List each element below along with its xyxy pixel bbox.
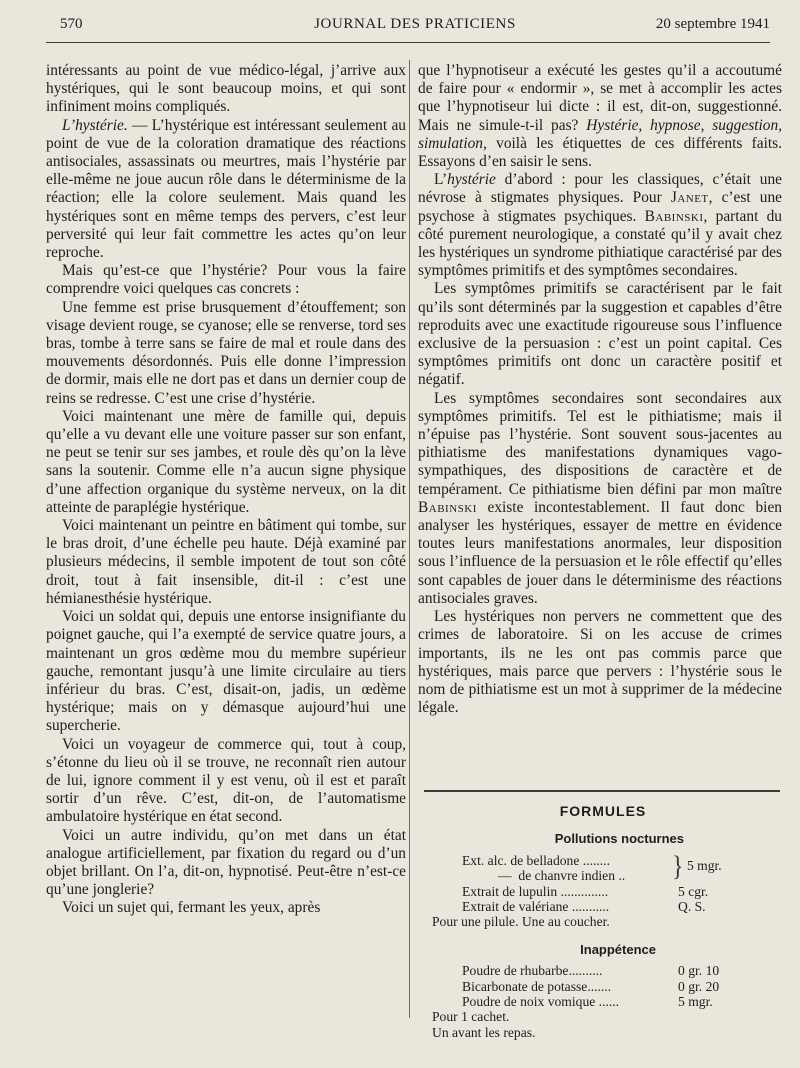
formules-title: FORMULES	[559, 803, 647, 819]
dose: 5 mgr.	[678, 994, 713, 1010]
instructions: Un avant les repas.	[432, 1024, 536, 1040]
ingredient: Bicarbonate de potasse.......	[462, 978, 612, 994]
ingredient: Poudre de noix vomique ......	[462, 994, 620, 1010]
dose: Q. S.	[678, 899, 706, 915]
ingredient: Ext. alc. de belladone ........	[462, 852, 610, 868]
instructions: Pour une pilule. Une au coucher.	[432, 914, 610, 930]
dose: 5 cgr.	[678, 883, 709, 899]
paragraph: Voici un voyageur de commerce qui, tout à coup, s’étonne du lieu où il se trouve, ne reconnaît rien autour de lui, ignore comment il y est venu, où il est et paraît sortir d’un rêve. C’est, dit-on, de l’automatisme ambulatoire hystérique en état second.	[46, 735, 406, 826]
brace-group	[424, 853, 782, 884]
ingredient: — de chanvre indien ..	[498, 868, 626, 884]
paragraph-hysterie	[46, 117, 406, 263]
author-name: Babinski	[644, 207, 704, 225]
dose: 0 gr. 10	[678, 963, 720, 979]
paragraph: Les symptômes primitifs se caractérisent par le fait qu’ils sont déterminés par la suggestion et capables d’être reproduits avec une exactitude rigoureuse sous l’influence exclusive de la persuasion : c’est un point capital. Ces symptômes primitifs ont donc un caractère positif et négatif.	[418, 280, 782, 389]
left-column	[46, 62, 406, 918]
paragraph: intéressants au point de vue médico-légal, j’arrive aux hystériques, qui le sont beaucoup moins, et qui sont infiniment moins compliqués.	[46, 62, 406, 116]
paragraph: Voici un soldat qui, depuis une entorse insignifiante du poignet gauche, qui l’a exempté de service quatre jours, a maintenant un gros œdème mou du membre supérieur gauche, remontant jusqu’à une limite circulaire au tiers inférieur du bras. C’est, disait-on, jadis, un œdème hystérique; mais on y démasque aujourd’hui une supercherie.	[46, 608, 406, 735]
ingredient: Extrait de valériane ...........	[462, 899, 610, 915]
paragraph: Voici un autre individu, qu’on met dans un état analogue artificiellement, par fixation du regard ou d’un objet brillant. On l’a, dit-on, hypnotisé. Peut-être n’est-ce qu’une jonglerie?	[46, 826, 406, 899]
formules-section	[424, 798, 782, 1040]
issue-date: 20 septembre 1941	[655, 16, 770, 32]
paragraph: Voici maintenant une mère de famille qui, depuis qu’elle a vu devant elle une voiture passer sur son enfant, ne peut se tenir sur ses jambes, et roule dès qu’on la lève sans la soutenir. Comme elle n’a aucun signe physique d’une affection organique du système nerveux, on la dit atteinte de paraplégie hystérique.	[46, 407, 406, 516]
paragraph: que l’hypnotiseur a exécuté les gestes qu’il a accoutumé de faire pour « endormir », se met à accomplir les actes que l’hypnotiseur lui dicte : il est, dit-on, suggestionné. Mais ne simule-t-il pas? Hystérie, hypnose, suggestion, simulation, voilà les étiquettes de ces différents faits. Essayons d’en saisir le sens.	[418, 62, 782, 171]
formula-heading-inappetence: Inappétence	[580, 941, 656, 957]
paragraph: Les symptômes secondaires sont secondaires aux symptômes primitifs. Tel est le pithiatisme; mais il n’épuise pas l’hystérie. Sont souvent sous-jacentes au pithiatisme des manifestations dynamiques vago-sympathiques, des dispositions de caractère et de tempérament. Ce pithiatisme bien défini par mon maître Babinski existe incontestablement. Il faut donc bien analyser les hystériques, essayer de mettre en évidence toutes leurs manifestations anormales, leur disposition sous l’influence de la persuasion et le rôle effectif qu’elles sont capables de jouer dans le déterminisme des réactions antisociales graves.	[418, 389, 782, 607]
page-header	[60, 16, 770, 38]
formula-heading-pollutions: Pollutions nocturnes	[554, 831, 684, 847]
paragraph-text: — L’hystérique est intéressant seulement au point de vue de la coloration dramatique des réactions antisociales, assassinats ou meurtres, mais l’hystérie par elle-même ne joue aucun rôle dans le déterminisme de la réaction; elle la colore seulement. Mais quand les hystériques sont en même temps des pervers, c’est leur perversité qui leur fait commettre les actes qu’on leur reproche.	[46, 116, 406, 262]
paragraph: Voici maintenant un peintre en bâtiment qui tombe, sur le bras droit, d’une échelle peu haute. Déjà examiné par plusieurs médecins, il semble impotent de tout son côté droit, tout à fait insensible, dit-il : c’est une hémianesthésie hystérique.	[46, 517, 406, 607]
prescription-inappetence	[424, 963, 782, 1040]
formules-separator	[424, 790, 780, 792]
header-rule	[46, 42, 770, 43]
instructions: Pour 1 cachet.	[432, 1009, 510, 1025]
paragraph: L’hystérie d’abord : pour les classiques, c’était une névrose à stigmates physiques. Pour Janet, c’est une psychose à stigmates psychiques. Babinski, partant du côté purement neurologique, a constaté qu’il y avait chez les hystériques un syndrome pithiatique caractérisé par des symptômes primitifs et des symptômes secondaires.	[418, 171, 782, 280]
paragraph: Une femme est prise brusquement d’étouffement; son visage devient rouge, se cyanose; elle se renverse, tord ses bras, tombe à terre sans se faire de mal et roule dans des mouvements désordonnés. Puis elle donne l’impression de dormir, mais elle ne dort pas et dans un dernier coup de reins se redresse. C’est une crise d’hystérie.	[46, 298, 406, 407]
prescription-pollutions	[424, 853, 782, 930]
brace-dose: } 5 mgr.	[672, 851, 722, 883]
paragraph: Voici un sujet qui, fermant les yeux, après	[62, 899, 321, 917]
paragraph: Mais qu’est-ce que l’hystérie? Pour vous la faire comprendre voici quelques cas concrets :	[46, 262, 406, 298]
brace: }	[672, 851, 684, 883]
page-number: 570	[60, 16, 83, 32]
journal-title: JOURNAL DES PRATICIENS	[314, 16, 516, 32]
section-heading: L’hystérie.	[62, 116, 128, 134]
ingredient: Extrait de lupulin ..............	[462, 883, 609, 899]
right-column	[418, 62, 782, 717]
paragraph: Les hystériques non pervers ne commettent que des crimes de laboratoire. Si on les accuse de crimes importants, ils ne les ont pas commis parce que hystériques, mais parce que pervers : l’hystérie sous le nom de pithiatisme est un mot à supprimer de la médecine légale.	[418, 608, 782, 717]
author-name: Janet	[670, 189, 709, 207]
column-divider	[409, 60, 410, 1018]
dose: 0 gr. 20	[678, 978, 720, 994]
ingredient: Poudre de rhubarbe..........	[462, 963, 603, 979]
author-name: Babinski	[418, 498, 477, 516]
